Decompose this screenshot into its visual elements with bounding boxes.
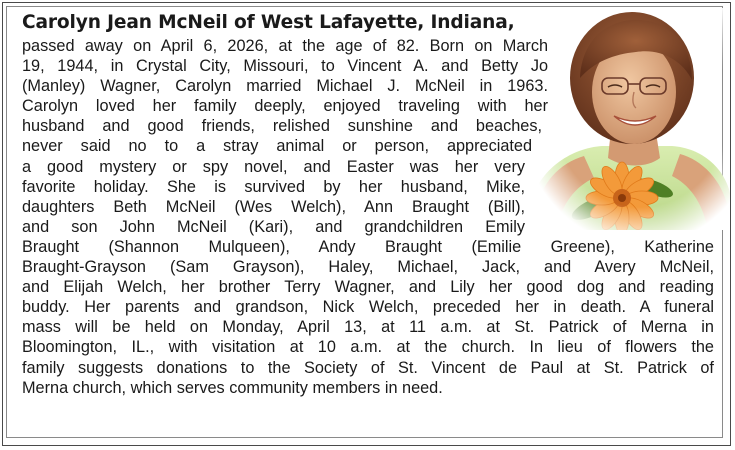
obituary-line: Carolyn loved her family deeply, enjoyed traveling with her: [22, 97, 549, 116]
obituary-line: Braught-Grayson (Sam Grayson), Haley, Michael, Jack, and Avery McNeil,: [22, 258, 714, 277]
obituary-line: family suggests donations to the Society of St. Vincent de Paul at St. Patrick of: [22, 358, 714, 377]
obituary-line: Bloomington, IL., with visitation at 10 a.m. at the church. In lieu of flowers the: [22, 338, 714, 357]
obituary-line: never said no to a stray animal or person, appreciated: [22, 137, 533, 156]
obituary-line: Merna church, which serves community members in need.: [22, 378, 443, 397]
obituary-line: passed away on April 6, 2026, at the age of 82. Born on March: [22, 37, 549, 55]
obituary-line: buddy. Her parents and grandson, Nick Welch, preceded her in death. A funeral: [22, 298, 714, 317]
obituary-heading: Carolyn Jean McNeil of West Lafayette, Indiana,: [22, 12, 515, 33]
obituary-line: favorite holiday. She is survived by her husband, Mike,: [22, 177, 526, 196]
obituary-text: [22, 10, 714, 398]
obituary-line: daughters Beth McNeil (Wes Welch), Ann Braught (Bill),: [22, 197, 526, 216]
obituary-line: mass will be held on Monday, April 13, at 11 a.m. at St. Patrick of Merna in: [22, 318, 714, 337]
obituary-line: Braught (Shannon Mulqueen), Andy Braught (Emilie Greene), Katherine: [22, 237, 714, 256]
obituary-line: (Manley) Wagner, Carolyn married Michael J. McNeil in 1963.: [22, 77, 548, 96]
obituary-line: a good mystery or spy novel, and Easter was her very: [22, 157, 526, 176]
obituary-line: husband and good friends, relished sunshine and beaches,: [22, 117, 543, 136]
obituary-line: 19, 1944, in Crystal City, Missouri, to Vincent A. and Betty Jo: [22, 57, 549, 76]
obituary-line: and son John McNeil (Kari), and grandchildren Emily: [22, 217, 525, 236]
obituary-line: and Elijah Welch, her brother Terry Wagner, and Lily her good dog and reading: [22, 278, 714, 297]
